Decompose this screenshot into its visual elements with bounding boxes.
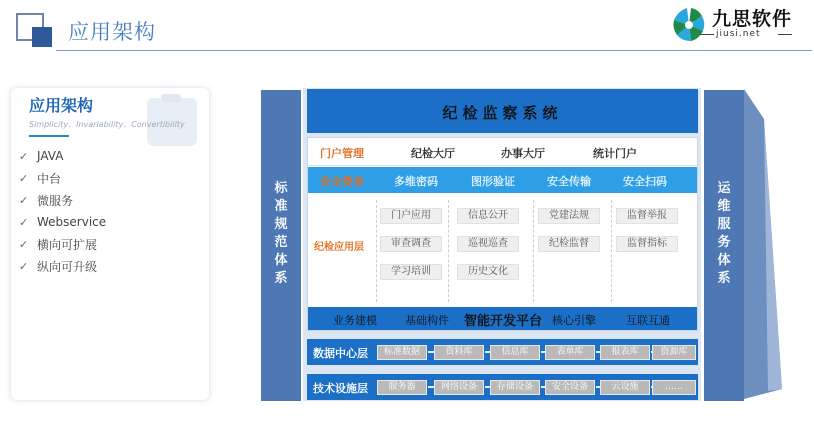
infrastructure-layer: 技术设施层 服务器 网络设备 存储设备 安全设备 云设施 ……	[307, 374, 698, 400]
system-title-band	[307, 89, 698, 133]
list-item: ✓ 横向可扩展	[19, 237, 98, 252]
header-icon-fill	[32, 27, 52, 47]
list-item: ✓ 中台	[19, 171, 62, 186]
3d-side-wing	[744, 89, 782, 399]
card-subtitle: Simplicity、Invariability、Convertibility	[29, 120, 185, 129]
layer-chip: 报表库	[600, 345, 650, 360]
check-icon: ✓	[19, 193, 29, 207]
logo-sub: jiusi.net	[716, 29, 761, 39]
check-icon: ✓	[19, 149, 29, 163]
module-box: 历史文化	[457, 264, 519, 280]
portal-row: 门户管理 纪检大厅 办事大厅 统计门户	[308, 138, 697, 166]
layer-chip: ……	[652, 380, 696, 395]
divider	[448, 200, 449, 302]
module-box: 监督指标	[616, 236, 678, 252]
feature-list	[19, 145, 106, 277]
list-item: ✓ 微服务	[19, 193, 74, 208]
divider	[376, 200, 377, 302]
layer-chip: 安全设备	[545, 380, 595, 395]
layer-chip: 信息库	[490, 345, 540, 360]
list-item: ✓ Webservice	[19, 215, 107, 229]
data-center-layer: 数据中心层 标准数据 资料库 信息库 表单库 报表库 资源库	[307, 339, 698, 365]
security-row: 安全登录 多维密码 图形验证 安全传输 安全扫码	[308, 167, 697, 193]
layer-chip: 存储设备	[490, 380, 540, 395]
layer-chip: 网络设备	[434, 380, 484, 395]
module-box: 门户应用	[380, 208, 442, 224]
ops-service-system-bar: 运 维 服 务 体 系	[704, 90, 744, 401]
logo-name: 九思软件	[712, 8, 793, 30]
list-item: ✓ JAVA	[19, 149, 64, 163]
module-box: 信息公开	[457, 208, 519, 224]
logo-line-right	[778, 34, 792, 35]
app-layer-label: 纪检应用层	[314, 242, 364, 253]
layer-chip: 资料库	[434, 345, 484, 360]
dev-platform-row: 业务建模 基础构件 智能开发平台 核心引擎 互联互通	[308, 307, 697, 330]
header-divider	[56, 50, 812, 51]
application-box	[307, 137, 698, 331]
logo-line-left	[700, 34, 714, 35]
module-box: 学习培训	[380, 264, 442, 280]
check-icon: ✓	[19, 237, 29, 251]
check-icon: ✓	[19, 215, 29, 229]
module-box: 纪检监督	[538, 236, 600, 252]
page-title: 应用架构	[68, 20, 156, 44]
layer-chip: 云设施	[600, 380, 650, 395]
standards-system-bar: 标 准 规 范 体 系	[261, 90, 301, 401]
system-title: 纪检监察系统	[442, 104, 563, 122]
module-box: 审查调查	[380, 236, 442, 252]
card-title: 应用架构	[29, 96, 94, 115]
card-underline	[29, 135, 69, 137]
module-box: 巡视巡查	[457, 236, 519, 252]
layer-chip: 资源库	[652, 345, 696, 360]
module-box: 监督举报	[616, 208, 678, 224]
check-icon: ✓	[19, 259, 29, 273]
divider	[611, 200, 612, 302]
layer-chip: 表单库	[545, 345, 595, 360]
list-item: ✓ 纵向可升级	[19, 259, 98, 274]
module-box: 党建法规	[538, 208, 600, 224]
divider	[533, 200, 534, 302]
feature-card	[11, 88, 209, 400]
layer-chip: 服务器	[377, 380, 427, 395]
check-icon: ✓	[19, 171, 29, 185]
layer-chip: 标准数据	[377, 345, 427, 360]
